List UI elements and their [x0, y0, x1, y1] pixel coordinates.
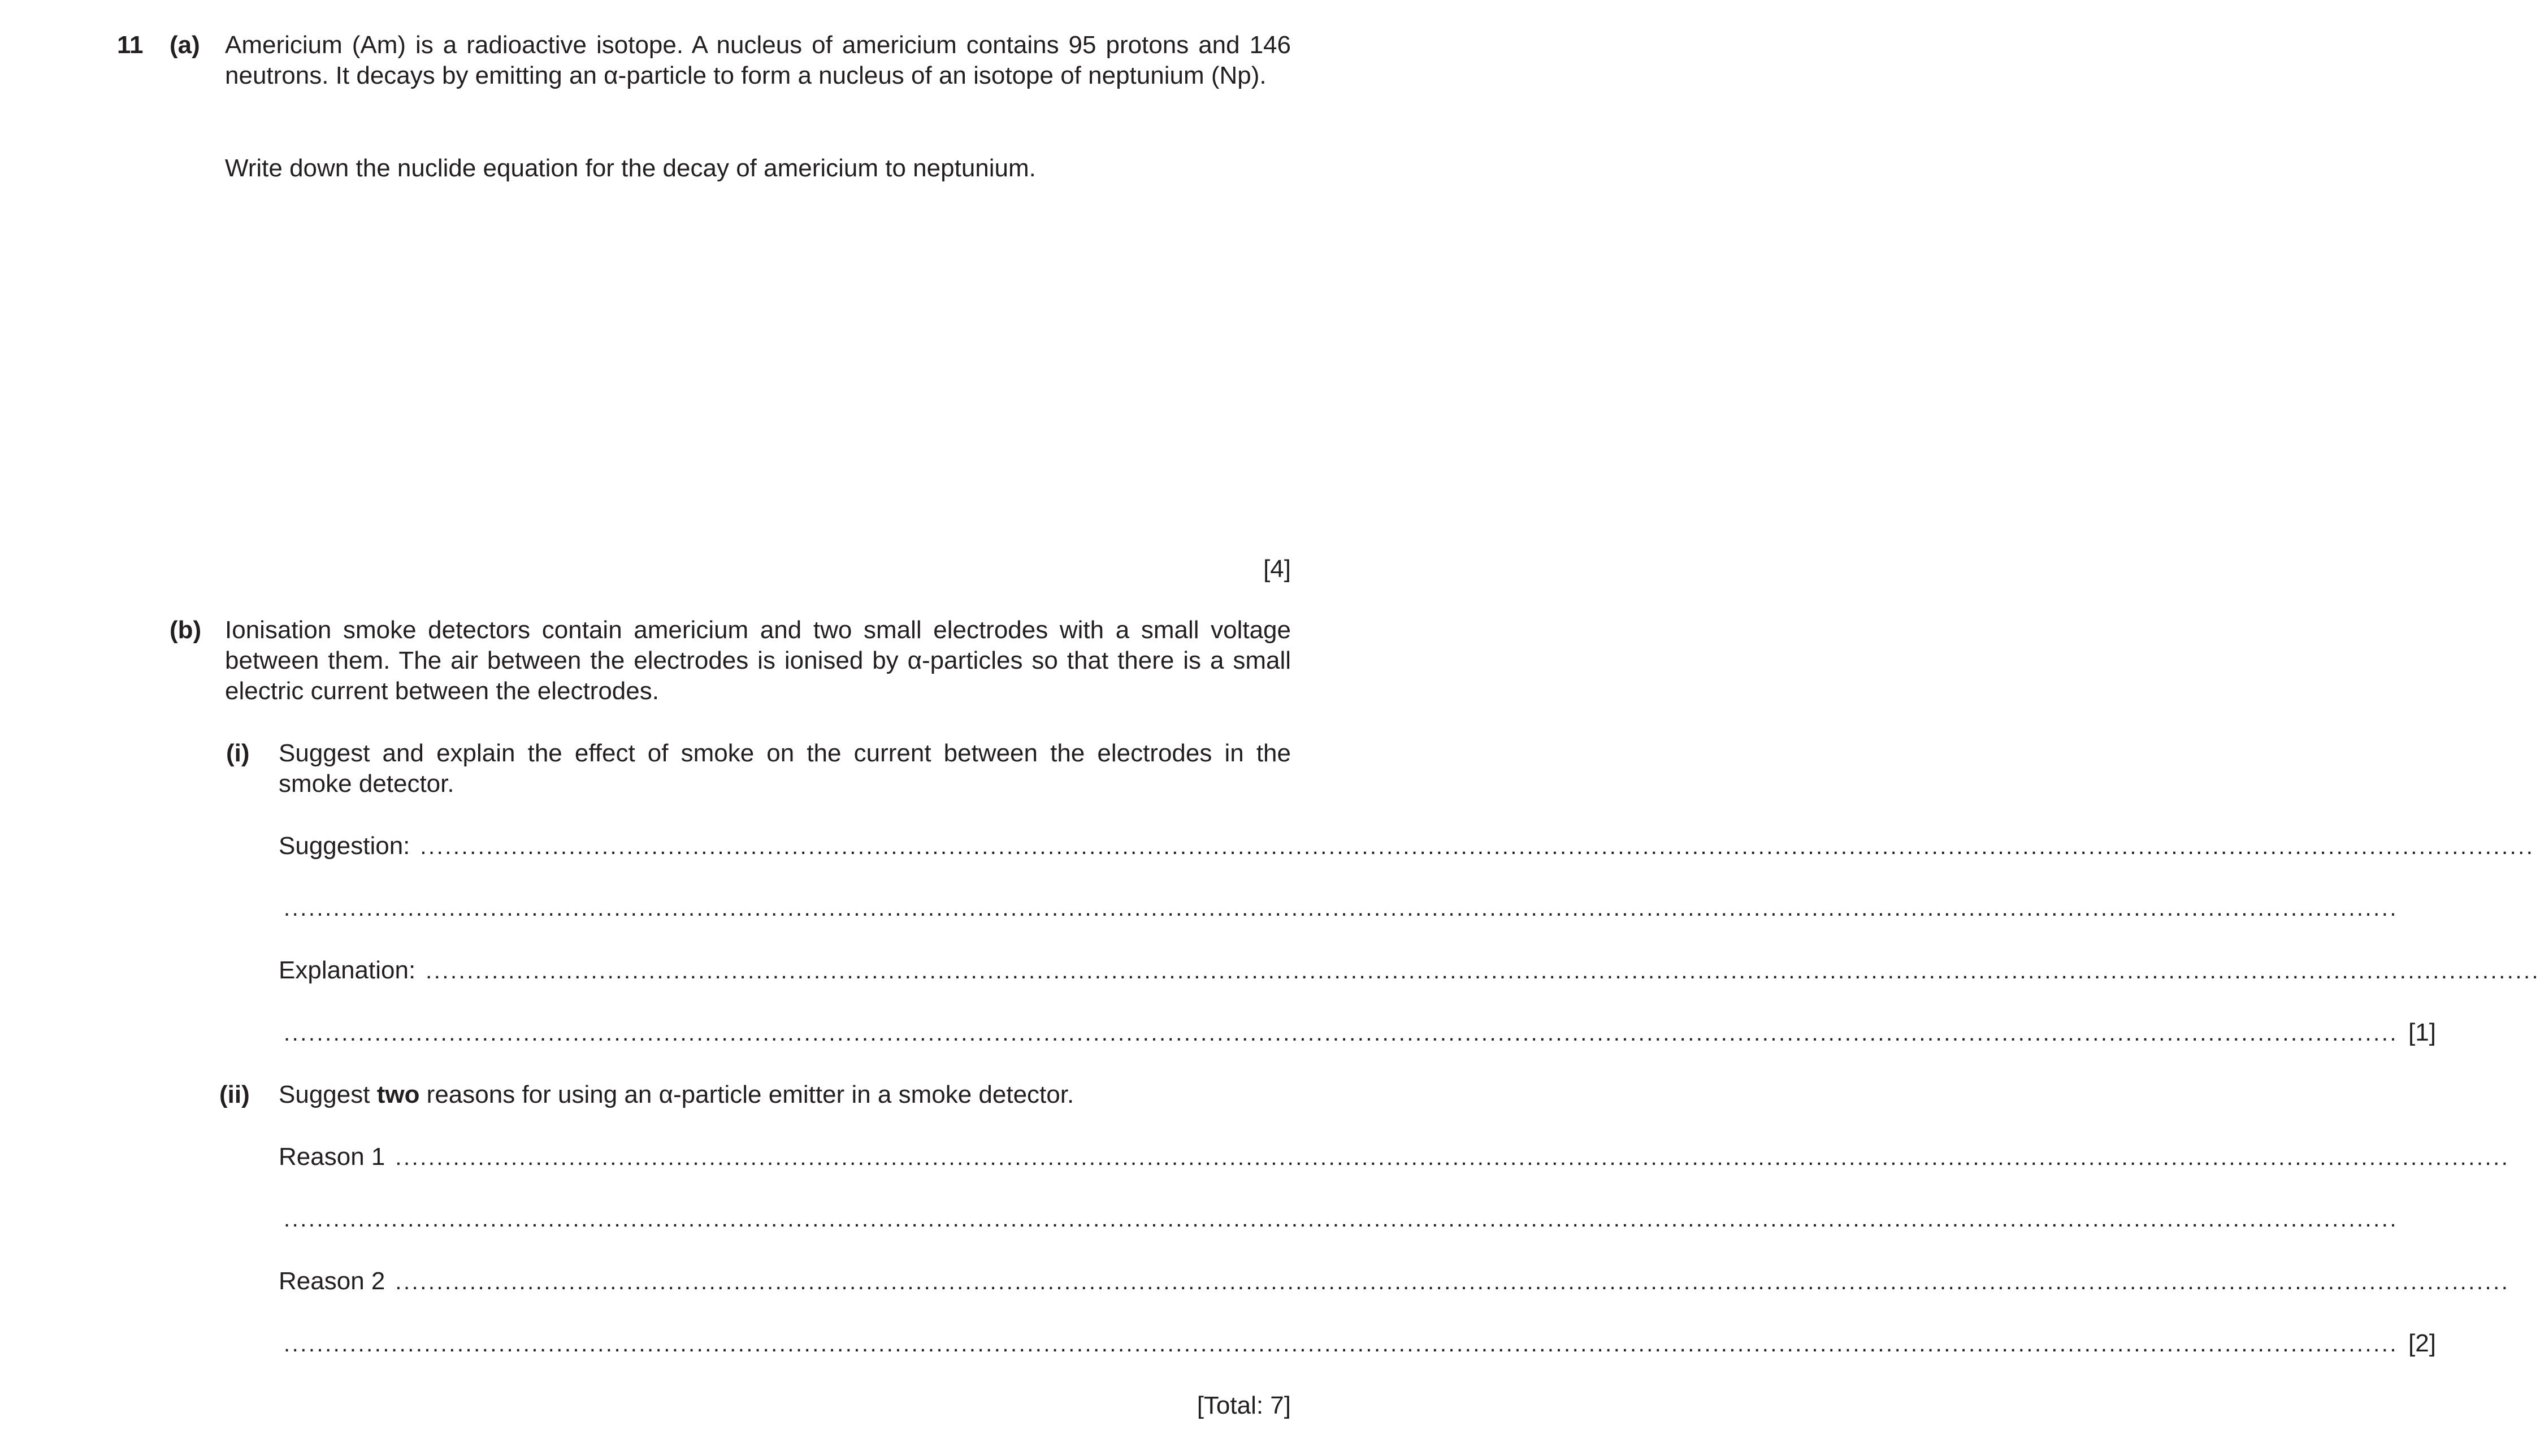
part-b-intro: Ionisation smoke detectors contain americium and two small electrodes with a small voltage between them. The air between the electrodes is ionised by α-particles so that there is a small electric current between the electrodes. — [225, 616, 1291, 705]
dotted-answer-line: ................................................................................................................................................................................................................................................................ — [420, 834, 2535, 859]
reason2-line-2[interactable] — [284, 1328, 2436, 1359]
part-a-intro: Americium (Am) is a radioactive isotope. A nucleus of americium contains 95 protons and 146 neutrons. It decays by emitting an α-particle to form a nucleus of an isotope of neptunium (Np). — [225, 31, 1291, 89]
sub-ii-text-bold: two — [376, 1081, 420, 1108]
sub-ii-marks: [2] — [2408, 1329, 2436, 1357]
dotted-answer-line: ................................................................................................................................................................................................................................................................ — [284, 1021, 2398, 1046]
part-a-answer-space[interactable] — [225, 192, 1291, 543]
dotted-answer-line: ................................................................................................................................................................................................................................................................ — [426, 959, 2540, 983]
reason1-line-1[interactable] — [279, 1142, 2510, 1173]
sub-ii-text-after: reasons for using an α-particle emitter in a smoke detector. — [419, 1081, 1074, 1108]
suggestion-label: Suggestion: — [279, 832, 410, 860]
part-a-label: (a) — [170, 31, 200, 59]
part-a-instruction: Write down the nuclide equation for the decay of americium to neptunium. — [225, 154, 1036, 182]
sub-ii-text-before: Suggest — [279, 1081, 377, 1108]
sub-i-text: Suggest and explain the effect of smoke on the current between the electrodes in the smoke detector. — [279, 739, 1291, 798]
suggestion-line-1[interactable] — [279, 831, 2535, 862]
suggestion-line-2[interactable] — [284, 893, 2398, 924]
sub-i-marks: [1] — [2408, 1019, 2436, 1046]
sub-i-label: (i) — [226, 739, 250, 767]
dotted-answer-line: ................................................................................................................................................................................................................................................................ — [284, 896, 2398, 921]
dotted-answer-line: ................................................................................................................................................................................................................................................................ — [284, 1332, 2398, 1357]
dotted-answer-line: ................................................................................................................................................................................................................................................................ — [395, 1269, 2510, 1294]
dotted-answer-line: ................................................................................................................................................................................................................................................................ — [395, 1145, 2510, 1170]
part-a-marks: [4] — [1263, 555, 1291, 583]
question-number: 11 — [117, 31, 144, 59]
explanation-line-2[interactable] — [284, 1017, 2436, 1048]
sub-ii-label: (ii) — [219, 1081, 250, 1108]
part-b-label: (b) — [170, 616, 202, 644]
reason1-line-2[interactable] — [284, 1204, 2398, 1234]
sub-ii-text — [279, 1080, 1074, 1110]
explanation-line-1[interactable] — [279, 955, 2540, 986]
explanation-label: Explanation: — [279, 956, 416, 984]
dotted-answer-line: ................................................................................................................................................................................................................................................................ — [284, 1207, 2398, 1232]
reason2-line-1[interactable] — [279, 1266, 2510, 1297]
question-total: [Total: 7] — [1197, 1392, 1291, 1419]
reason1-label: Reason 1 — [279, 1143, 385, 1171]
reason2-label: Reason 2 — [279, 1267, 385, 1295]
